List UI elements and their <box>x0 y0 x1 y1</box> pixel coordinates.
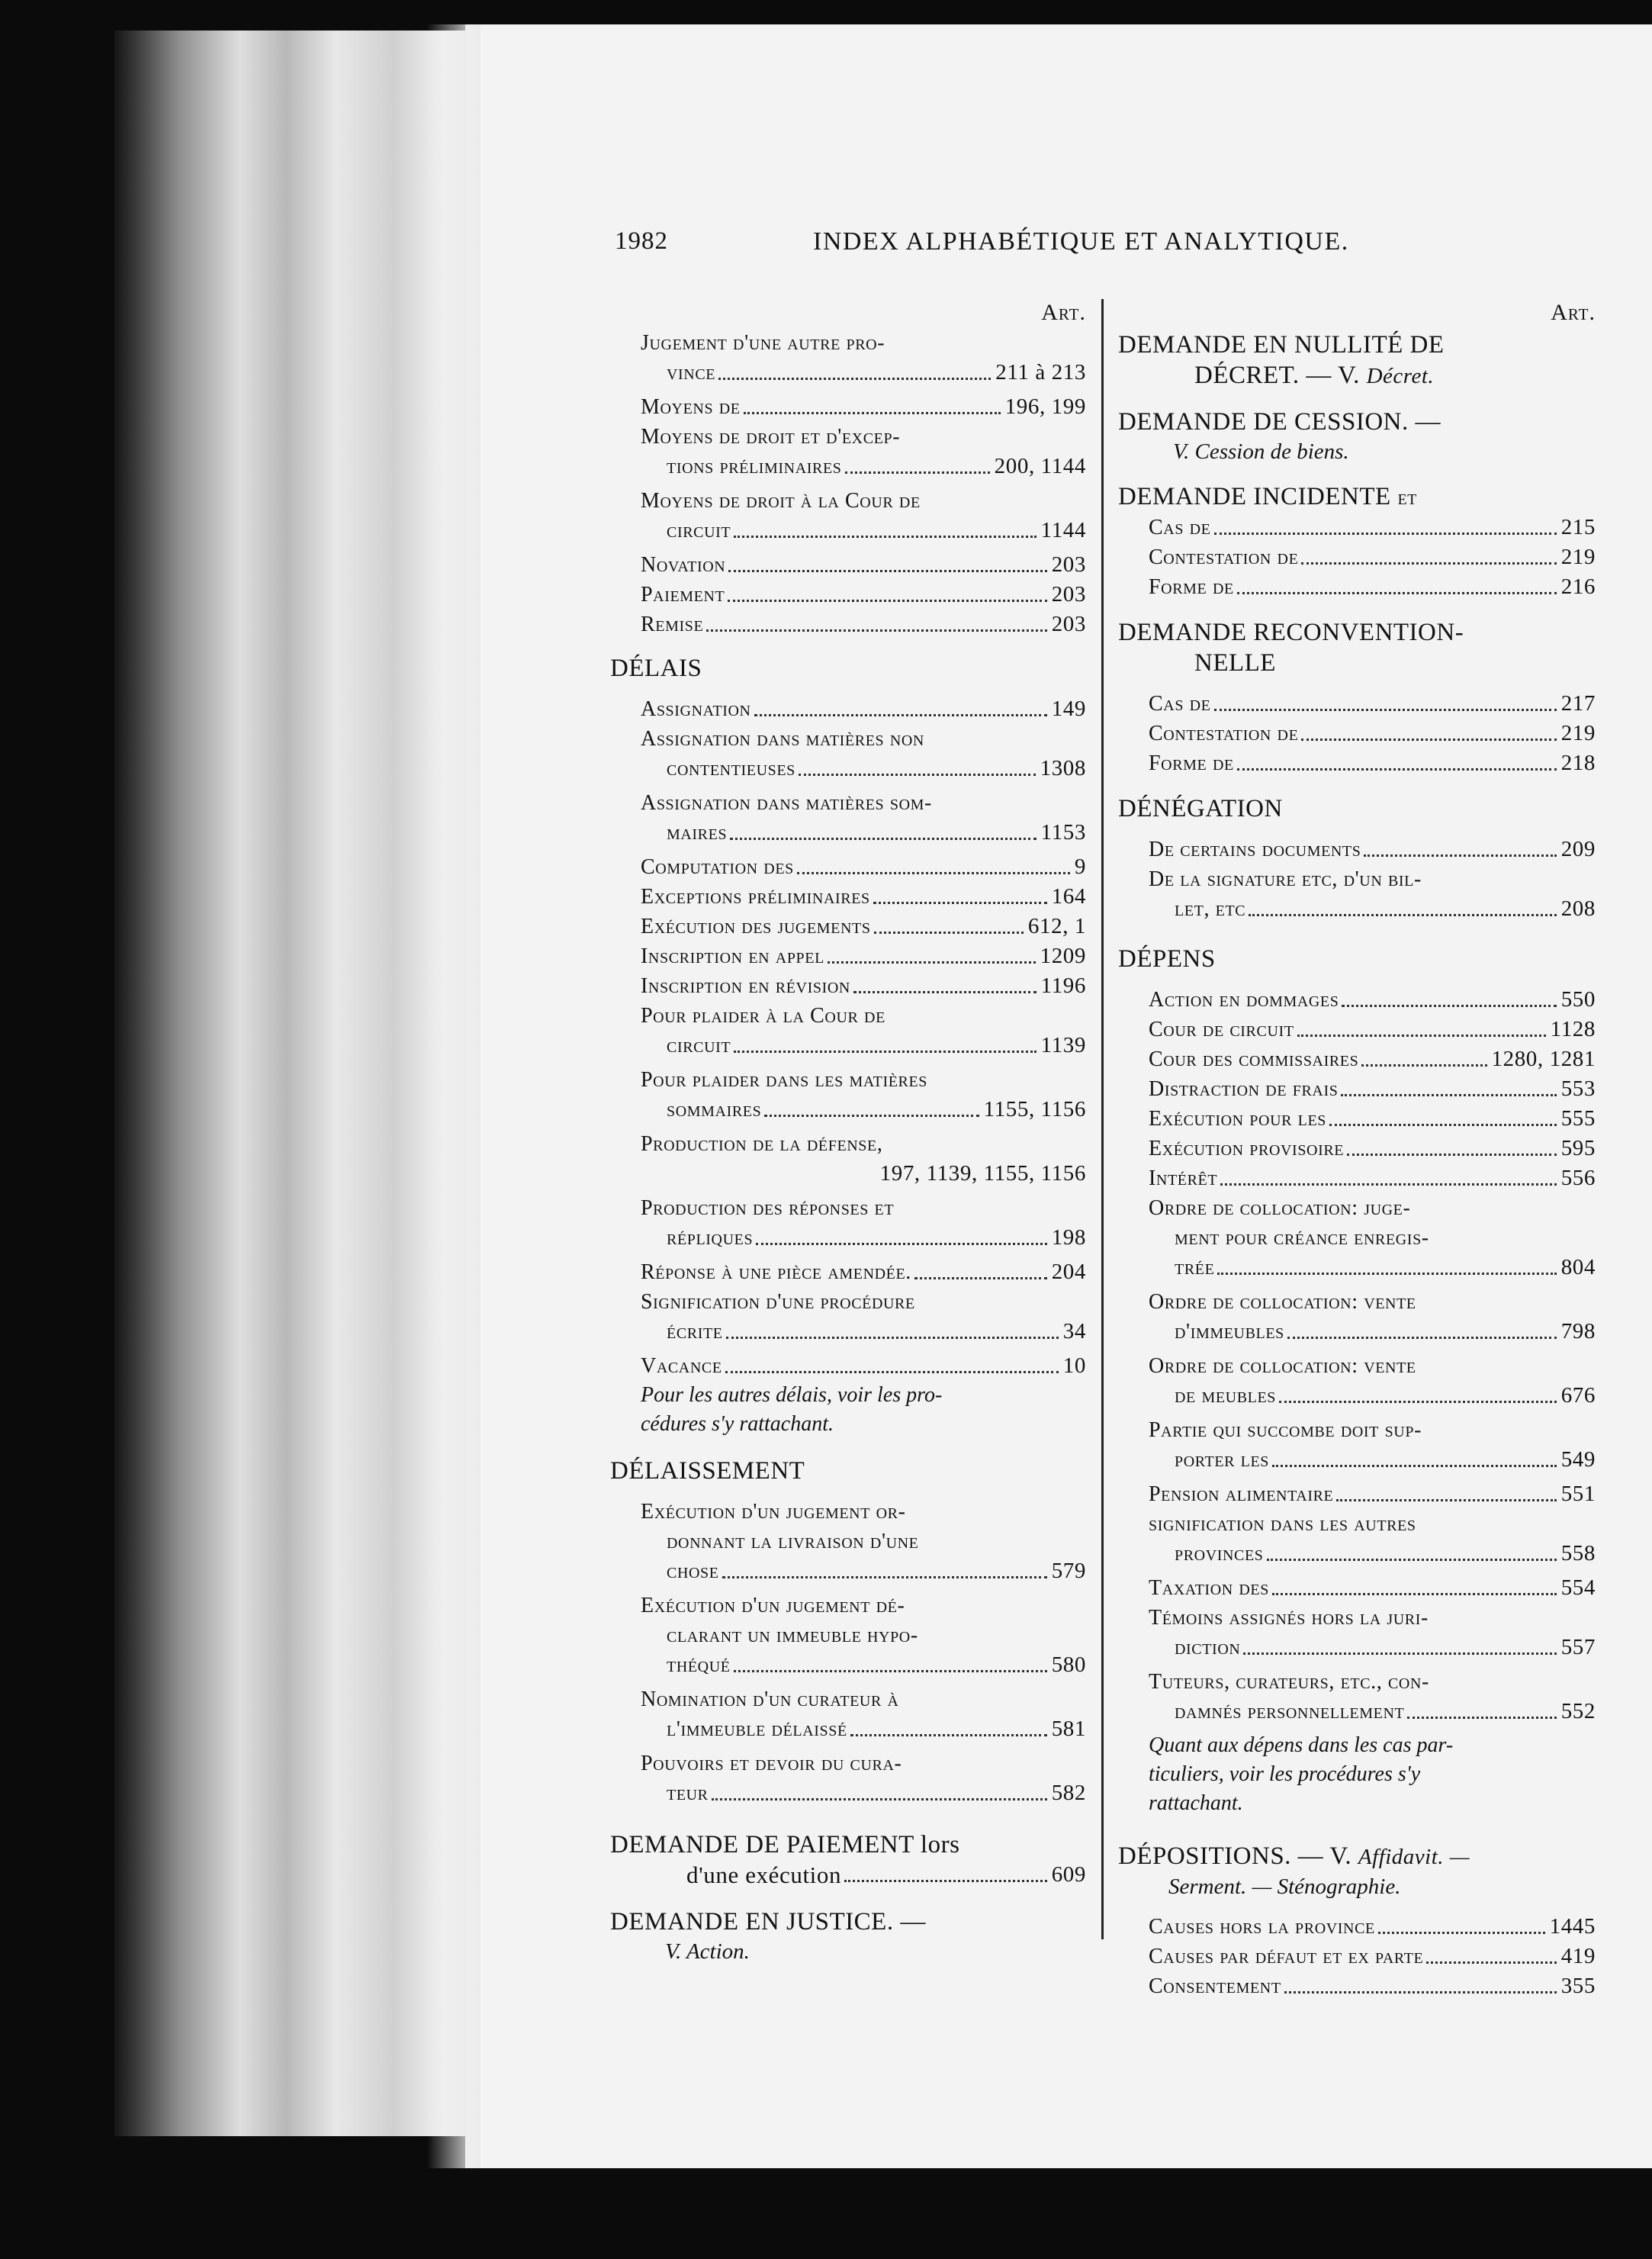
entry-text: Distraction de frais <box>1149 1077 1339 1101</box>
section-heading-depens: DÉPENS <box>1118 945 1216 973</box>
heading-tail: lors <box>920 1831 960 1858</box>
heading-tail: et <box>1397 485 1417 510</box>
entry-text: vince <box>667 361 716 385</box>
article-number: 200, 1144 <box>994 454 1086 478</box>
index-entry <box>610 1351 1086 1381</box>
article-number: 1139 <box>1040 1033 1086 1057</box>
index-entry <box>610 1685 1086 1744</box>
index-entry <box>1118 748 1596 778</box>
heading-text: DEMANDE INCIDENTE <box>1118 483 1391 510</box>
article-number: 203 <box>1051 612 1086 636</box>
index-entry <box>1118 572 1596 602</box>
cross-reference: Décret. <box>1366 364 1435 388</box>
article-number: 580 <box>1051 1652 1086 1677</box>
article-number: 196, 199 <box>1004 394 1086 419</box>
entry-text: Pour plaider dans les matières <box>641 1068 928 1092</box>
index-entry <box>1118 1573 1596 1603</box>
entry-text: l'immeuble délaissé <box>667 1717 847 1741</box>
article-number: 550 <box>1560 987 1596 1012</box>
index-entry <box>1118 1942 1596 1971</box>
article-number: 9 <box>1074 854 1086 879</box>
entry-text: d'une exécution <box>686 1862 842 1888</box>
article-number: 676 <box>1560 1383 1596 1408</box>
index-entry <box>1118 513 1596 542</box>
note-line: Pour les autres délais, voir les pro- <box>641 1383 943 1407</box>
cross-reference: Affidavit. — <box>1358 1845 1470 1869</box>
index-entry <box>1118 1603 1596 1662</box>
art-label: Art. <box>1551 300 1596 325</box>
entry-text: Forme de <box>1149 751 1234 775</box>
cross-reference: Serment. — Sténographie. <box>1168 1874 1401 1899</box>
index-entry <box>610 1129 1086 1189</box>
article-number: 582 <box>1051 1781 1086 1805</box>
heading-text: DEMANDE EN NULLITÉ DE <box>1118 331 1445 359</box>
entry-text: Moyens de droit à la Cour de <box>641 489 921 513</box>
entry-text: écrite <box>667 1320 723 1343</box>
article-number: 1445 <box>1549 1914 1596 1939</box>
index-entry <box>610 328 1086 388</box>
entry-text: Action en dommages <box>1149 988 1339 1012</box>
index-entry <box>1118 1509 1596 1569</box>
index-entry <box>1118 1104 1596 1134</box>
entry-text: Tuteurs, curateurs, etc., con- <box>1149 1670 1429 1694</box>
index-entry <box>1118 1971 1596 2001</box>
article-number: 558 <box>1560 1541 1596 1566</box>
article-number: 419 <box>1560 1944 1596 1968</box>
article-number: 579 <box>1051 1559 1086 1583</box>
article-number: 218 <box>1560 751 1596 775</box>
article-number: 209 <box>1560 837 1596 861</box>
index-entry <box>610 1860 1086 1890</box>
depens-note <box>1118 1731 1596 1818</box>
entry-text: let, etc <box>1175 897 1246 921</box>
article-number: 549 <box>1560 1447 1596 1472</box>
article-number: 219 <box>1560 721 1596 745</box>
entry-text: Assignation dans matières som- <box>641 791 932 815</box>
entry-text: Cour de circuit <box>1149 1018 1294 1041</box>
depositions-entries <box>1118 1912 1596 2001</box>
entry-text: Assignation <box>641 697 751 721</box>
entry-text: Novation <box>641 553 726 577</box>
section-heading-demande-cession: DEMANDE DE CESSION. — <box>1118 408 1441 436</box>
index-entry <box>1118 1193 1596 1282</box>
entry-text: Paiement <box>641 583 725 607</box>
cross-reference: V. Cession de biens. <box>1173 439 1349 464</box>
entry-text: contentieuses <box>667 757 795 780</box>
entry-text: théqué <box>667 1653 731 1677</box>
entry-text: Production des réponses et <box>641 1196 895 1220</box>
entry-text: Ordre de collocation: vente <box>1149 1354 1416 1378</box>
entry-text: trée <box>1175 1256 1215 1279</box>
index-entry <box>610 912 1086 941</box>
index-entry <box>1118 864 1596 924</box>
article-number: 34 <box>1062 1319 1086 1343</box>
article-number: 804 <box>1560 1255 1596 1279</box>
denegation-entries <box>1118 835 1596 928</box>
article-number: 203 <box>1051 582 1086 607</box>
index-entry <box>610 1001 1086 1060</box>
index-entry <box>1118 542 1596 572</box>
delais-entries <box>610 694 1086 1381</box>
section-heading-delaissement: DÉLAISSEMENT <box>610 1457 805 1485</box>
index-entry <box>610 1193 1086 1253</box>
article-number: 551 <box>1560 1482 1596 1506</box>
index-entry <box>1118 985 1596 1015</box>
entry-text: Contestation de <box>1149 545 1299 569</box>
article-number: 1128 <box>1550 1017 1596 1041</box>
index-entry <box>610 550 1086 580</box>
entry-text: De certains documents <box>1149 838 1361 861</box>
entry-text: damnés personnellement <box>1175 1700 1405 1723</box>
heading-text: NELLE <box>1194 649 1276 677</box>
delais-note <box>610 1381 1086 1439</box>
entry-text: chose <box>667 1559 719 1583</box>
article-number: 164 <box>1051 884 1086 909</box>
heading-text: DÉCRET. — V. <box>1194 362 1360 389</box>
left-top-entries <box>610 328 1086 639</box>
note-line: cédures s'y rattachant. <box>641 1412 834 1436</box>
entry-text: répliques <box>667 1226 754 1250</box>
index-entry <box>1118 1044 1596 1074</box>
entry-text: Inscription en révision <box>641 974 850 998</box>
entry-text: Contestation de <box>1149 722 1299 745</box>
depens-entries <box>1118 985 1596 1731</box>
index-entry <box>610 1497 1086 1586</box>
index-entry <box>1118 1479 1596 1509</box>
entry-text: Vacance <box>641 1354 722 1378</box>
article-number: 355 <box>1560 1974 1596 1998</box>
section-heading-demande-nullite <box>1118 330 1596 391</box>
section-heading-demande-reconvention <box>1118 617 1596 678</box>
index-entry <box>610 941 1086 971</box>
article-number: 553 <box>1560 1076 1596 1101</box>
index-entry <box>1118 1287 1596 1347</box>
column-divider <box>1101 299 1104 1939</box>
note-line: rattachant. <box>1149 1791 1243 1815</box>
index-entry <box>1118 689 1596 719</box>
article-number: 219 <box>1560 545 1596 569</box>
cross-reference: V. Action. <box>665 1939 750 1964</box>
heading-text: DÉPOSITIONS. — V. <box>1118 1842 1352 1870</box>
article-number: 552 <box>1560 1699 1596 1723</box>
index-entry <box>1118 1015 1596 1044</box>
index-entry <box>1118 835 1596 864</box>
article-number: 556 <box>1560 1166 1596 1190</box>
article-number: 609 <box>1051 1862 1086 1887</box>
index-entry <box>610 610 1086 639</box>
entry-text: Inscription en appel <box>641 944 824 968</box>
entry-text: Jugement d'une autre pro- <box>641 331 885 355</box>
entry-text: Exécution d'un jugement or- <box>641 1500 906 1524</box>
entry-text: Remise <box>641 613 704 636</box>
entry-text: Causes par défaut et ex parte <box>1149 1945 1424 1968</box>
index-entry <box>610 422 1086 481</box>
entry-text: Consentement <box>1149 1974 1281 1998</box>
right-column <box>1118 298 1596 2001</box>
entry-text: Témoins assignés hors la juri- <box>1149 1606 1429 1630</box>
index-entry <box>610 486 1086 545</box>
entry-text: tions préliminaires <box>667 455 842 478</box>
demande-incidente-entries <box>1118 513 1596 602</box>
book-page-edges <box>114 31 473 2136</box>
entry-text: Assignation dans matières non <box>641 727 924 751</box>
article-number: 10 <box>1062 1353 1086 1378</box>
index-entry <box>1118 1163 1596 1193</box>
article-number: 204 <box>1051 1260 1086 1284</box>
heading-text: DEMANDE RECONVENTION- <box>1118 619 1464 646</box>
index-entry <box>610 788 1086 848</box>
article-number: 1196 <box>1040 973 1086 998</box>
index-entry <box>610 1749 1086 1808</box>
index-entry <box>610 1257 1086 1287</box>
entry-text: de meubles <box>1175 1384 1276 1408</box>
article-number: 1280, 1281 <box>1491 1047 1596 1071</box>
index-entry <box>610 852 1086 882</box>
entry-text: Pension alimentaire <box>1149 1482 1334 1506</box>
page-number: 1982 <box>615 227 668 255</box>
entry-text: De la signature etc, d'un bil- <box>1149 867 1422 891</box>
section-heading-denegation: DÉNÉGATION <box>1118 795 1283 822</box>
entry-text: circuit <box>667 519 731 542</box>
entry-text: sommaires <box>667 1098 762 1121</box>
index-entry <box>1118 1912 1596 1942</box>
entry-text: Ordre de collocation: vente <box>1149 1290 1416 1314</box>
article-number: 595 <box>1560 1136 1596 1160</box>
index-entry <box>1118 1351 1596 1411</box>
article-number: 197, 1139, 1155, 1156 <box>879 1161 1086 1186</box>
article-number: 198 <box>1051 1225 1086 1250</box>
heading-text: DEMANDE DE PAIEMENT <box>610 1831 914 1858</box>
section-heading-demande-incidente <box>1118 481 1596 513</box>
art-label: Art. <box>1041 300 1086 325</box>
left-column <box>610 298 1086 1966</box>
entry-text: Partie qui succombe doit sup- <box>1149 1418 1422 1442</box>
article-number: 554 <box>1560 1575 1596 1600</box>
entry-text: provinces <box>1175 1542 1264 1566</box>
entry-text: signification dans les autres <box>1149 1512 1416 1536</box>
entry-text: Signification d'une procédure <box>641 1290 915 1314</box>
entry-text: Pour plaider à la Cour de <box>641 1004 885 1028</box>
article-number: 203 <box>1051 552 1086 577</box>
entry-text: Forme de <box>1149 575 1234 599</box>
article-number: 1155, 1156 <box>983 1097 1086 1121</box>
entry-text: Exécution pour les <box>1149 1107 1327 1131</box>
entry-text: Exécution des jugements <box>641 915 871 938</box>
article-number: 1153 <box>1040 820 1086 845</box>
index-entry <box>1118 719 1596 748</box>
article-number: 557 <box>1560 1635 1596 1659</box>
section-heading-depositions <box>1118 1841 1596 1872</box>
index-entry <box>1118 1415 1596 1475</box>
article-number: 1144 <box>1040 518 1086 542</box>
section-heading-demande-paiement <box>610 1829 1086 1860</box>
article-number: 216 <box>1560 574 1596 599</box>
index-entry <box>610 882 1086 912</box>
entry-text: Production de la défense, <box>641 1132 883 1156</box>
demande-reconvention-entries <box>1118 689 1596 778</box>
note-line: Quant aux dépens dans les cas par- <box>1149 1733 1454 1757</box>
entry-text: teur <box>667 1781 709 1805</box>
entry-text: Cour des commissaires <box>1149 1047 1359 1071</box>
article-number: 1209 <box>1040 944 1086 968</box>
entry-text: Cas de <box>1149 692 1211 716</box>
entry-text: porter les <box>1175 1448 1270 1472</box>
article-number: 612, 1 <box>1027 914 1086 938</box>
page-gutter-shadow <box>427 24 480 2168</box>
article-number: 211 à 213 <box>995 360 1086 385</box>
index-entry <box>610 392 1086 422</box>
index-entry <box>610 694 1086 724</box>
section-heading-demande-justice: DEMANDE EN JUSTICE. — <box>610 1908 926 1936</box>
index-entry <box>610 1065 1086 1125</box>
article-number: 581 <box>1051 1717 1086 1741</box>
entry-text: Moyens de <box>641 395 741 419</box>
entry-text: clarant un immeuble hypo- <box>667 1623 918 1647</box>
running-title: INDEX ALPHABÉTIQUE ET ANALYTIQUE. <box>813 227 1349 256</box>
entry-text: Ordre de collocation: juge- <box>1149 1196 1411 1220</box>
article-number: 217 <box>1560 691 1596 716</box>
article-number: 208 <box>1560 896 1596 921</box>
entry-text: diction <box>1175 1636 1241 1659</box>
article-number: 555 <box>1560 1106 1596 1131</box>
entry-text: Exécution d'un jugement dé- <box>641 1594 905 1617</box>
note-line: ticuliers, voir les procédures s'y <box>1149 1762 1421 1786</box>
entry-text: donnant la livraison d'une <box>667 1530 919 1553</box>
entry-text: Exceptions préliminaires <box>641 885 870 909</box>
entry-text: ment pour créance enregis- <box>1175 1226 1429 1250</box>
article-number: 798 <box>1560 1319 1596 1343</box>
entry-text: Réponse à une pièce amendée. <box>641 1260 911 1284</box>
index-entry <box>610 580 1086 610</box>
delaissement-entries <box>610 1497 1086 1813</box>
entry-text: Causes hors la province <box>1149 1915 1375 1939</box>
index-entry <box>610 1591 1086 1680</box>
index-entry <box>1118 1074 1596 1104</box>
article-number: 1308 <box>1040 756 1086 780</box>
entry-text: Moyens de droit et d'excep- <box>641 425 901 449</box>
entry-text: Computation des <box>641 855 794 879</box>
entry-text: Nomination d'un curateur à <box>641 1688 899 1711</box>
entry-text: circuit <box>667 1034 731 1057</box>
index-entry <box>610 724 1086 784</box>
entry-text: maires <box>667 821 728 845</box>
index-entry <box>610 971 1086 1001</box>
entry-text: Cas de <box>1149 516 1211 539</box>
entry-text: d'immeubles <box>1175 1320 1284 1343</box>
page-header <box>0 227 1652 273</box>
entry-text: Intérêt <box>1149 1167 1218 1190</box>
article-number: 215 <box>1560 515 1596 539</box>
index-entry <box>1118 1667 1596 1726</box>
entry-text: Taxation des <box>1149 1576 1269 1600</box>
index-entry <box>1118 1134 1596 1163</box>
entry-text: Pouvoirs et devoir du cura- <box>641 1752 902 1775</box>
article-number: 149 <box>1051 697 1086 721</box>
index-entry <box>610 1287 1086 1347</box>
section-heading-delais: DÉLAIS <box>610 655 702 682</box>
entry-text: Exécution provisoire <box>1149 1137 1345 1160</box>
